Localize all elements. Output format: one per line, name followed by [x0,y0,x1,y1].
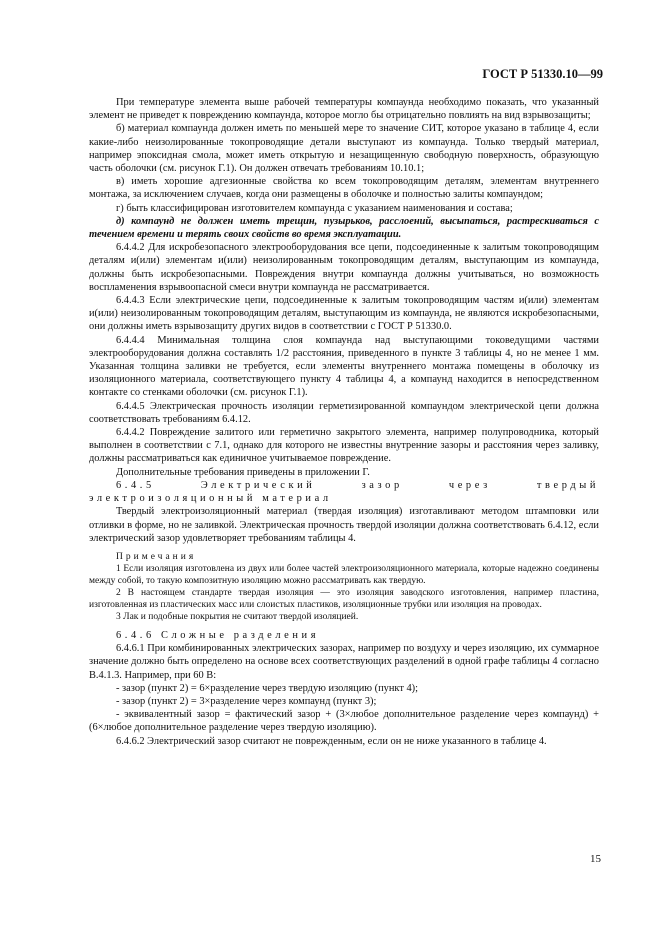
page-number: 15 [590,853,601,865]
paragraph: в) иметь хорошие адгезионные свойства ко всем токопроводящим деталям, элементам внутреннего монтажа, за исключением случаев, когда они размещены в оболочке и полностью залиты компаундом; [89,176,599,201]
paragraph: Дополнительные требования приведены в приложении Г. [116,466,370,478]
section-heading-6-4-6: 6.4.6 Сложные разделения [116,629,320,641]
paragraph: 6.4.4.2 Повреждение залитого или герметично закрытого элемента, например полупроводника, который выполнен в соответствии с 7.1, однако для которого не известны внутренние зазоры и расстояния через заливку, должны рассматриваться как единичное учитываемое повреждение. [89,427,599,465]
page-content [89,96,599,748]
paragraph: 6.4.4.3 Если электрические цепи, подсоединенные к залитым токопроводящим частям и(или) элементам и(или) неизолированным токопроводящим деталям, выступающим из компаунда, не являются искробезопасными, они должны иметь взрывозащиту других видов в соответствии с ГОСТ Р 51330.0. [89,295,599,333]
note-item: 2 В настоящем стандарте твердая изоляция — это изоляция заводского изготовления, например пластина, изготовленная из пластических масс или слоистых пластиков, изоляционные трубки или изоляция на проводах. [89,587,599,610]
paragraph: б) материал компаунда должен иметь по меньшей мере то значение СИТ, которое указано в таблице 4, если какие-либо неизолированные токопроводящие детали выступают из компаунда. Только твердый материал, например эпоксидная смола, может иметь открытую и незащищенную свободную поверхность, образующую часть оболочки (см. рисунок Г.1). Он должен отвечать требованиям 10.10.1; [89,123,599,175]
section-heading-6-4-5: 6.4.5 Электрический зазор через твердый электроизоляционный материал [89,479,599,505]
paragraph: г) быть классифицирован изготовителем компаунда с указанием наименования и состава; [116,202,513,214]
paragraph: 6.4.4.2 Для искробезопасного электрооборудования все цепи, подсоединенные к залитым токопроводящим деталям и(или) элементам и(или) неизолированным токопроводящим деталям, выступающим из компаунда, должны быть искробезопасными. Повреждения внутри компаунда должны учитываться, но возможность воспламенения взрывоопасной смеси внутри компаунда не рассматривается. [89,242,599,293]
paragraph: 6.4.4.4 Минимальная толщина слоя компаунда над выступающими токоведущими частями электрооборудования должна составлять 1/2 расстояния, приведенного в пункте 3 таблицы 4, но не менее 1 мм. Указанная толщина заливки не требуется, если элементы внутреннего монтажа помещены в оболочку из изоляционного материала, соответствующего пункту 4 таблицы 4, а компаунд находится в непосредственном контакте со стенками оболочки (см. рисунок Г.1). [89,334,599,399]
list-item: - зазор (пункт 2) = 3×разделение через компаунд (пункт 3); [116,695,377,707]
list-item: - зазор (пункт 2) = 6×разделение через твердую изоляцию (пункт 4); [116,682,418,694]
paragraph: При температуре элемента выше рабочей температуры компаунда необходимо показать, что указанный элемент не приведет к повреждению компаунда, которое могло бы отрицательно повлиять на вид взрывозащиты; [89,97,599,122]
notes-block [89,551,599,623]
document-header: ГОСТ Р 51330.10—99 [482,67,603,81]
paragraph: 6.4.4.5 Электрическая прочность изоляции герметизированной компаундом электрической цепи должна соответствовать требованиям 6.4.12. [89,400,599,425]
paragraph: 6.4.6.2 Электрический зазор считают не поврежденным, если он не ниже указанного в таблице 4. [116,735,547,747]
paragraph: 6.4.6.1 При комбинированных электрических зазорах, например по воздуху и через изоляцию, их суммарное значение должно быть определено на основе всех соответствующих разделений в одной графе таблицы 4 согласно В.4.1.3. Например, при 60 В: [89,643,599,681]
notes-title: Примечания [116,551,197,562]
list-item: - эквивалентный зазор = фактический зазор + (3×любое дополнительное разделение через компаунд) + (6×любое дополнительное разделение через твердую изоляцию). [89,709,599,734]
note-item: 3 Лак и подобные покрытия не считают твердой изоляцией. [116,611,359,622]
paragraph: Твердый электроизоляционный материал (твердая изоляция) изготавливают методом штамповки или отливки в форме, но не заливкой. Электрическая прочность твердой изоляции должна соответствовать 6.4.12, если электрический зазор удовлетворяет требованиям таблицы 4. [89,506,599,544]
note-item: 1 Если изоляция изготовлена из двух или более частей электроизоляционного материала, которые надежно соединены между собой, то такую композитную изоляцию можно рассматривать как твердую. [89,563,599,586]
italic-paragraph: д) компаунд не должен иметь трещин, пузырьков, расслоений, высыпаться, растрескиваться с течением времени и терять своих свойств во время эксплуатации. [89,215,599,241]
